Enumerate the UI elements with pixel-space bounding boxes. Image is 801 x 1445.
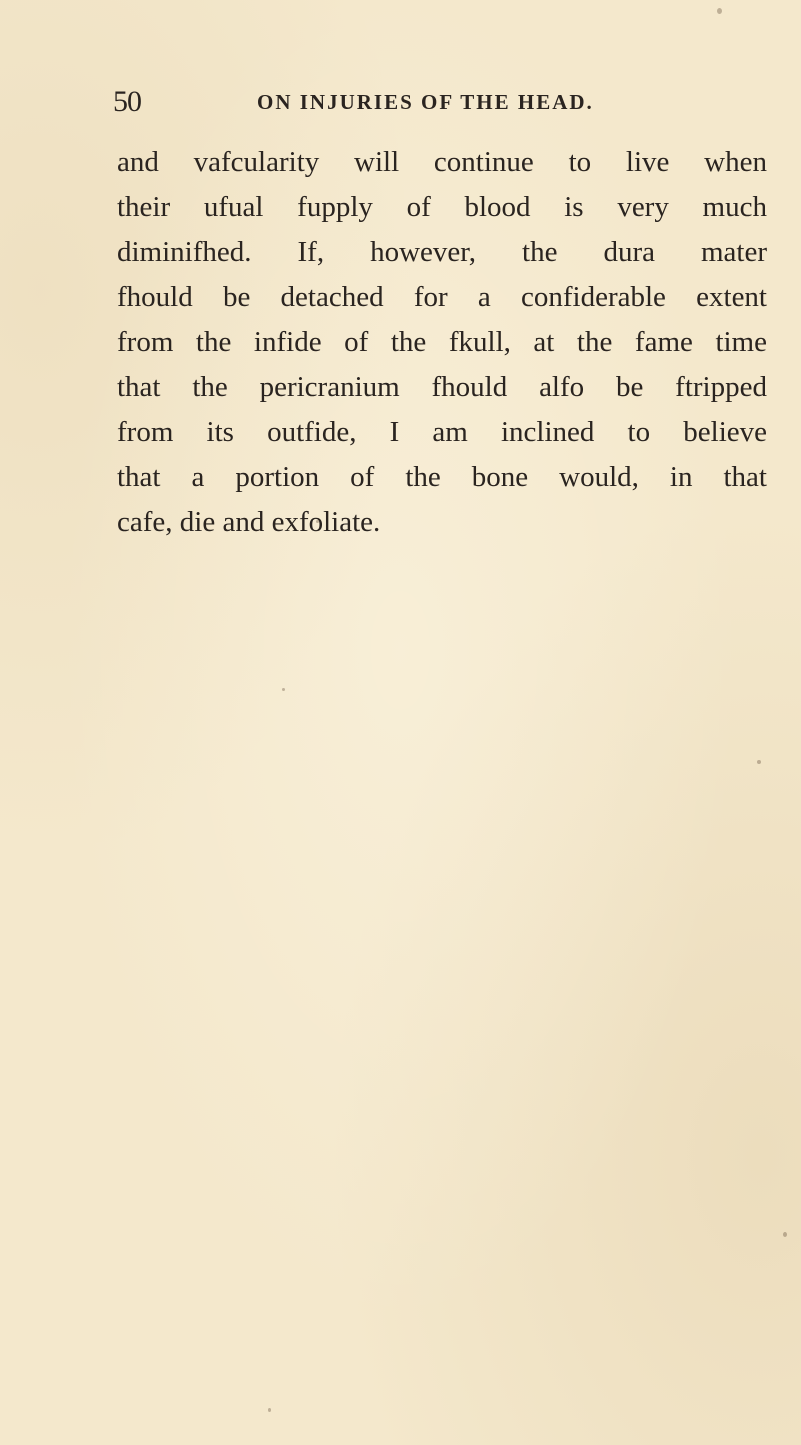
running-head-title: ON INJURIES OF THE HEAD.: [257, 90, 594, 114]
paper-speck: [757, 760, 761, 764]
paper-speck: [783, 1232, 787, 1237]
text-line: their ufual fupply of blood is very much: [117, 191, 767, 223]
text-line: cafe, die and exfoliate.: [117, 506, 381, 538]
paper-speck: [282, 688, 285, 691]
text-line: that a portion of the bone would, in that: [117, 461, 767, 493]
text-line: and vafcularity will continue to live when: [117, 146, 767, 178]
paper-speck: [268, 1408, 271, 1412]
text-line: fhould be detached for a confiderable extent: [117, 281, 767, 313]
running-head: [113, 82, 633, 122]
text-line: from its outfide, I am inclined to believe: [117, 416, 767, 448]
text-line: diminifhed. If, however, the dura mater: [117, 236, 767, 268]
text-line: from the infide of the fkull, at the fame time: [117, 326, 767, 358]
text-line: that the pericranium fhould alfo be ftripped: [117, 371, 767, 403]
body-paragraph: [117, 140, 767, 545]
paper-speck: [316, 520, 319, 523]
paper-speck: [717, 8, 722, 14]
page-number: 50: [113, 85, 141, 118]
